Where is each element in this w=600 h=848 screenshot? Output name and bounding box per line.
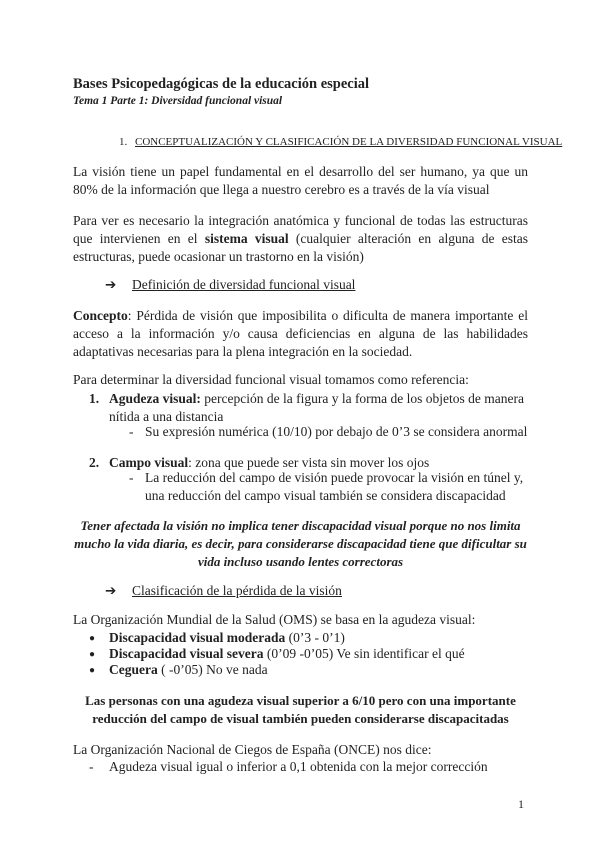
bold-term: sistema visual <box>204 231 289 246</box>
arrow-icon: ➔ <box>105 277 117 292</box>
text-run: percepción de la figura y la forma de los objetos de manera <box>200 391 525 406</box>
text-run: que intervienen en el <box>73 231 205 246</box>
text-line: una reducción del campo visual también se considera discapacidad <box>145 488 506 503</box>
text-line: nítida a una distancia <box>109 409 224 424</box>
text-line: acceso a la información y/o causa deficiencias en alguna de las habilidades <box>73 326 528 341</box>
bold-term: Agudeza visual: <box>109 391 201 406</box>
page-number: 1 <box>518 797 524 811</box>
text-run: (0’3 - 0’1) <box>285 630 345 645</box>
text-line: Tener afectada la visión no implica tener discapacidad visual porque no nos limita <box>80 518 521 533</box>
sub-item-campo <box>129 469 529 505</box>
bullet-icon: ● <box>89 649 96 660</box>
text-line <box>109 630 345 646</box>
text-line: mucho la vida diaria, es decir, para considerarse discapacidad tiene que dificultar su <box>74 536 527 551</box>
numbered-item-agudeza <box>89 390 529 426</box>
text-line <box>73 230 528 248</box>
list-item <box>89 662 529 680</box>
dash-marker: - <box>89 759 94 774</box>
bold-term: Concepto <box>73 308 128 323</box>
text-line: adaptativas necesarias para la plena integración en la sociedad. <box>73 344 413 359</box>
text-line <box>73 307 528 325</box>
subheading-clasificacion <box>105 583 405 601</box>
text-run: (cualquier alteración en alguna de estas <box>288 231 528 246</box>
reference-intro: Para determinar la diversidad funcional visual tomamos como referencia: <box>73 372 469 387</box>
subheading-definicion <box>105 277 405 295</box>
text-line: 80% de la información que llega a nuestro cerebro es a través de la vía visual <box>73 182 490 197</box>
once-intro: La Organización Nacional de Ciegos de España (ONCE) nos dice: <box>73 742 432 757</box>
bullet-icon: ● <box>89 665 96 676</box>
text-line: Las personas con una agudeza visual superior a 6/10 pero con una importante <box>85 693 516 708</box>
arrow-icon: ➔ <box>105 583 117 598</box>
sub-item-agudeza <box>129 423 529 441</box>
item-number: 1. <box>89 391 100 406</box>
bullet-icon: ● <box>89 633 96 644</box>
bold-term: Campo visual <box>109 455 189 470</box>
note-discapacidad <box>73 517 528 571</box>
intro-paragraph-1 <box>73 163 528 199</box>
dash-marker: - <box>129 470 134 485</box>
text-line: La visión tiene un papel fundamental en el desarrollo del ser humano, ya que un <box>73 164 528 179</box>
text-line: Su expresión numérica (10/10) por debajo de 0’3 se considera anormal <box>145 424 528 439</box>
section-title: CONCEPTUALIZACIÓN Y CLASIFICACIÓN DE LA DIVERSIDAD FUNCIONAL VISUAL <box>135 136 563 148</box>
document-title: Bases Psicopedagógicas de la educación especial <box>73 76 370 92</box>
bold-term: Discapacidad visual severa <box>109 646 264 661</box>
text-line <box>109 390 524 408</box>
bold-term: Discapacidad visual moderada <box>109 630 286 645</box>
text-line: Para ver es necesario la integración anatómica y funcional de todas las estructuras <box>73 213 528 228</box>
bold-term: Ceguera <box>109 662 158 677</box>
text-run: (0’09 -0’05) Ve sin identificar el qué <box>263 646 465 661</box>
text-line: vida incluso usando lentes correctoras <box>197 554 404 569</box>
subheading-text: Definición de diversidad funcional visual <box>132 277 356 292</box>
text-line <box>109 662 268 678</box>
document-subtitle: Tema 1 Parte 1: Diversidad funcional visual <box>73 95 283 107</box>
subheading-text: Clasificación de la pérdida de la visión <box>132 583 342 598</box>
once-item <box>89 758 529 776</box>
text-run: : Pérdida de visión que imposibilita o dificulta de manera importante el <box>127 308 528 323</box>
section-number: 1. <box>119 136 128 148</box>
intro-paragraph-2 <box>73 212 528 266</box>
item-number: 2. <box>89 455 100 470</box>
concept-paragraph <box>73 307 528 361</box>
text-run: : zona que puede ser vista sin mover los ojos <box>188 455 430 470</box>
dash-marker: - <box>129 424 134 439</box>
text-line: estructuras, puede ocasionar un trastorno en la visión) <box>73 249 364 264</box>
text-line: Agudeza visual igual o inferior a 0,1 obtenida con la mejor corrección <box>109 759 488 774</box>
text-line: La reducción del campo de visión puede provocar la visión en túnel y, <box>145 470 524 485</box>
note-agudeza <box>73 692 528 728</box>
text-line <box>109 646 465 662</box>
text-run: ( -0’05) No ve nada <box>157 662 268 677</box>
text-line: reducción del campo de visual también pueden considerarse discapacitadas <box>92 711 509 726</box>
oms-intro: La Organización Mundial de la Salud (OMS) se basa en la agudeza visual: <box>73 612 476 627</box>
